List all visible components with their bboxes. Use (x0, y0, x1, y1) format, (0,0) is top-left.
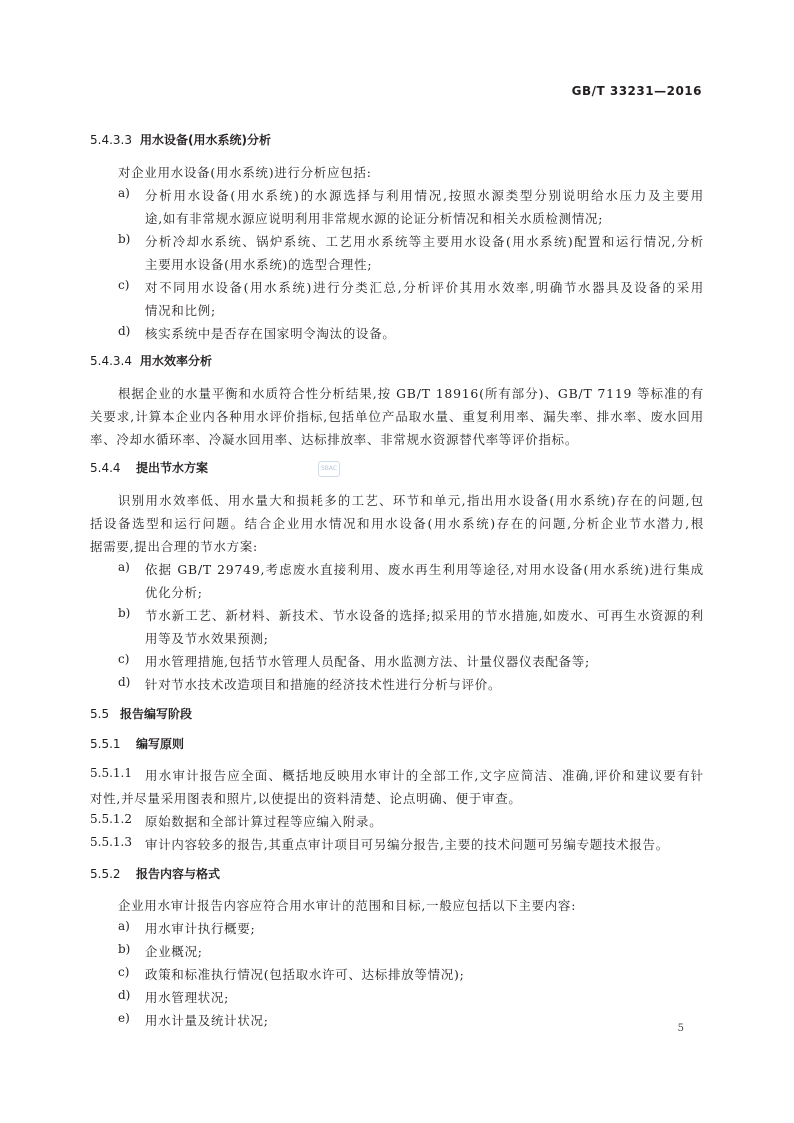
section-number: 5.5 (90, 707, 110, 721)
section-5-4-3-4-heading (90, 352, 212, 369)
list-item-line: 企业概况; (145, 944, 203, 959)
list-item-line: 对不同用水设备(用水系统)进行分类汇总,分析评价其用水效率,明确节水器具及设备的采用 (145, 280, 704, 295)
list-marker: a) (118, 919, 130, 933)
list-item-line: 核实系统中是否存在国家明令淘汰的设备。 (145, 326, 396, 341)
list-item-line: 主要用水设备(用水系统)的选型合理性; (145, 257, 373, 272)
section-number: 5.4.3.3 (90, 133, 132, 147)
section-title: 编写原则 (136, 737, 185, 751)
section-title: 用水设备(用水系统)分析 (140, 133, 271, 147)
watermark-logo: SBAC (318, 461, 340, 477)
list-marker: c) (118, 652, 130, 666)
list-item-line: 优化分析; (145, 585, 203, 600)
list-item-line: 节水新工艺、新材料、新技术、节水设备的选择;拟采用的节水措施,如废水、可再生水资源的利 (145, 608, 704, 623)
paragraph-line: 企业用水审计报告内容应符合用水审计的范围和目标,一般应包括以下主要内容: (118, 898, 577, 913)
section-title: 报告编写阶段 (120, 707, 193, 721)
list-item-line: 用水管理措施,包括节水管理人员配备、用水监测方法、计量仪器仪表配备等; (145, 654, 591, 669)
section-5-5-2-heading (90, 865, 220, 882)
paragraph-line: 关要求,计算本企业内各种用水评价指标,包括单位产品取水量、重复利用率、漏失率、排水率、废水回用 (90, 409, 704, 424)
list-item-line: 政策和标准执行情况(包括取水许可、达标排放等情况); (145, 967, 465, 982)
list-marker: d) (118, 324, 131, 338)
clause-number: 5.5.1.1 (90, 766, 132, 780)
clause-line: 用水审计报告应全面、概括地反映用水审计的全部工作,文字应简洁、准确,评价和建议要有针 (145, 768, 704, 783)
section-title: 用水效率分析 (140, 354, 213, 368)
list-marker: b) (118, 606, 131, 620)
list-item-line: 用水计量及统计状况; (145, 1013, 269, 1028)
list-item-line: 依据 GB/T 29749,考虑废水直接利用、废水再生利用等途径,对用水设备(用水系统)进行集成 (145, 562, 704, 577)
section-5-4-3-3-heading (90, 131, 271, 148)
clause-line: 审计内容较多的报告,其重点审计项目可另编分报告,主要的技术问题可另编专题技术报告。 (145, 837, 669, 852)
section-number: 5.4.4 (90, 461, 121, 475)
list-marker: a) (118, 186, 130, 200)
clause-number: 5.5.1.3 (90, 835, 132, 849)
paragraph-line: 识别用水效率低、用水量大和损耗多的工艺、环节和单元,指出用水设备(用水系统)存在的问题,包 (118, 493, 704, 508)
list-item-line: 情况和比例; (145, 303, 216, 318)
page-number: 5 (677, 1023, 684, 1034)
list-item-line: 用等及节水效果预测; (145, 631, 269, 646)
list-marker: c) (118, 278, 130, 292)
section-number: 5.5.1 (90, 737, 121, 751)
list-marker: d) (118, 988, 131, 1002)
section-title: 报告内容与格式 (136, 867, 221, 881)
section-number: 5.5.2 (90, 867, 121, 881)
list-item-line: 用水管理状况; (145, 990, 230, 1005)
section-5-5-heading (90, 705, 192, 722)
section-title: 提出节水方案 (136, 461, 209, 475)
paragraph-line: 对企业用水设备(用水系统)进行分析应包括: (118, 165, 372, 180)
paragraph-line: 据需要,提出合理的节水方案: (90, 539, 259, 554)
list-item-line: 分析冷却水系统、锅炉系统、工艺用水系统等主要用水设备(用水系统)配置和运行情况,分析 (145, 234, 704, 249)
list-marker: e) (118, 1011, 130, 1025)
list-marker: c) (118, 965, 130, 979)
list-item-line: 途,如有非常规水源应说明利用非常规水源的论证分析情况和相关水质检测情况; (145, 211, 604, 226)
list-marker: d) (118, 675, 131, 689)
list-marker: b) (118, 942, 131, 956)
section-5-5-1-heading (90, 735, 184, 752)
list-item-line: 分析用水设备(用水系统)的水源选择与利用情况,按照水源类型分别说明给水压力及主要用 (145, 188, 704, 203)
list-marker: a) (118, 560, 130, 574)
clause-line: 原始数据和全部计算过程等应编入附录。 (145, 814, 383, 829)
paragraph-line: 率、冷却水循环率、冷凝水回用率、达标排放率、非常规水资源替代率等评价指标。 (90, 432, 579, 447)
section-5-4-4-heading (90, 459, 208, 476)
clause-number: 5.5.1.2 (90, 812, 132, 826)
list-item-line: 针对节水技术改造项目和措施的经济技术性进行分析与评价。 (145, 677, 502, 692)
list-item-line: 用水审计执行概要; (145, 921, 256, 936)
standard-number: GB/T 33231—2016 (571, 84, 702, 98)
paragraph-line: 括设备选型和运行问题。结合企业用水情况和用水设备(用水系统)存在的问题,分析企业节水潜力,根 (90, 516, 704, 531)
list-marker: b) (118, 232, 131, 246)
paragraph-line: 根据企业的水量平衡和水质符合性分析结果,按 GB/T 18916(所有部分)、GB/T 7119 等标准的有 (118, 386, 704, 401)
section-number: 5.4.3.4 (90, 354, 132, 368)
clause-line: 对性,并尽量采用图表和照片,以使提出的资料清楚、论点明确、便于审查。 (90, 791, 522, 806)
